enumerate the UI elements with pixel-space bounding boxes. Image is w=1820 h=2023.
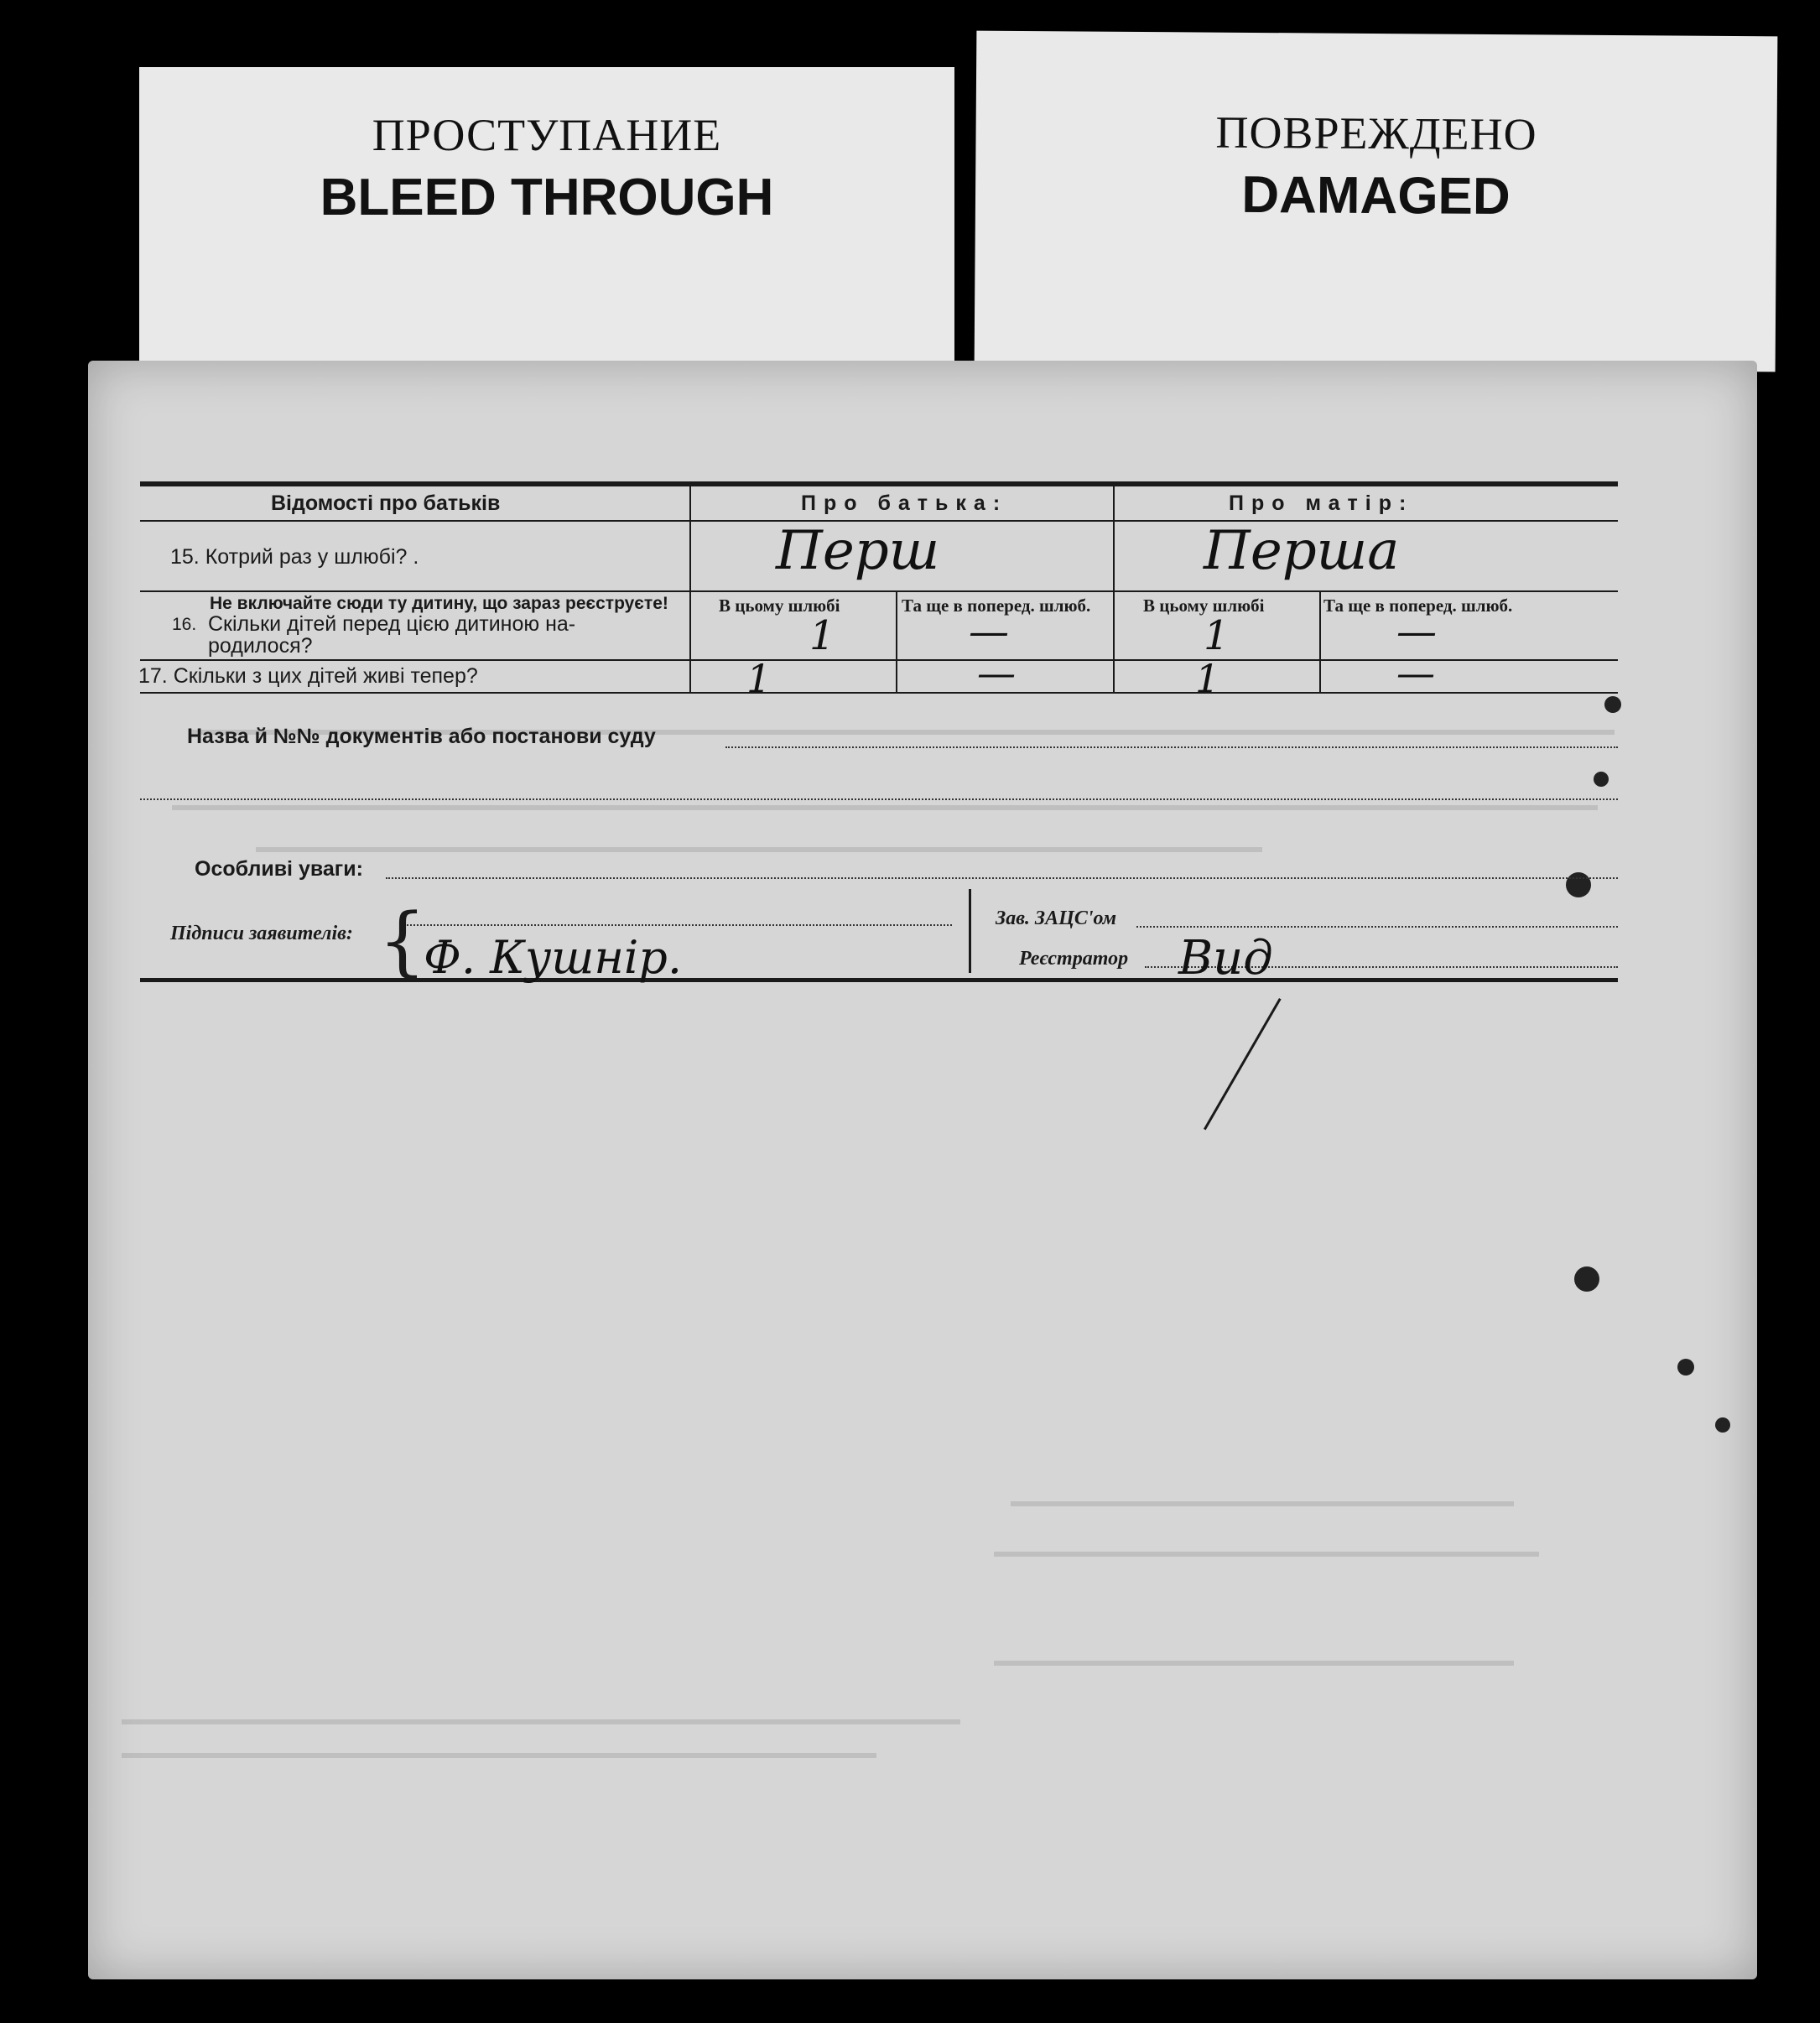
bottom-rule — [140, 978, 1618, 982]
documents-line-2 — [140, 798, 1618, 800]
bleed-mark — [1011, 1501, 1514, 1506]
damaged-card — [975, 31, 1778, 372]
signature-divider — [969, 889, 971, 973]
remarks-line — [386, 877, 1618, 879]
father-children-this: 1 — [809, 612, 835, 659]
bleed-mark — [994, 1661, 1514, 1666]
bleed-through-card — [139, 67, 954, 369]
bleed-through-label-en: BLEED THROUGH — [320, 169, 774, 226]
column-divider — [1319, 590, 1321, 693]
document-page — [88, 361, 1757, 1979]
punch-hole — [1677, 1359, 1694, 1376]
remarks-label: Особливі уваги: — [195, 857, 363, 881]
bleed-mark — [256, 847, 1262, 852]
mother-prev-marriage-header: Та ще в поперед. шлюб. — [1323, 595, 1513, 616]
father-children-prev: — — [969, 608, 1009, 655]
father-this-marriage-header: В цьому шлюбі — [719, 595, 840, 616]
mother-living-prev: — — [1396, 650, 1435, 695]
damaged-label-en: DAMAGED — [1241, 165, 1511, 226]
question-15: 15. Котрий раз у шлюбі? . — [170, 545, 419, 569]
signatures-brace: { — [378, 897, 427, 985]
question-17: 17. Скільки з цих дітей живі тепер? — [138, 664, 478, 688]
section-title: Відомості про батьків — [271, 491, 501, 515]
row-rule-15 — [140, 590, 1618, 592]
applicant-signature: Ф. Кушнір. — [424, 931, 682, 984]
bleed-through-label-ru: ПРОСТУПАНИЕ — [372, 110, 722, 160]
mother-children-prev: — — [1396, 608, 1437, 655]
registrar-signature: Вид — [1178, 931, 1273, 985]
column-divider — [689, 486, 691, 693]
punch-hole — [1604, 696, 1621, 713]
mother-column-header: Про матір: — [1229, 491, 1414, 515]
registrar-label: Реєстратор — [1019, 948, 1129, 970]
father-marriage-count: Перш — [776, 520, 940, 582]
father-living-prev: — — [977, 650, 1016, 695]
mother-marriage-count: Перша — [1204, 520, 1400, 582]
head-label: Зав. ЗАЦС'ом — [996, 907, 1117, 929]
column-divider — [1113, 486, 1115, 693]
documents-label: Назва й №№ документів або постанови суду — [187, 725, 656, 748]
father-prev-marriage-header: Та ще в поперед. шлюб. — [902, 595, 1091, 616]
mother-children-this: 1 — [1204, 612, 1230, 659]
signatures-label: Підписи заявителів: — [170, 923, 353, 944]
bleed-mark — [122, 1719, 960, 1724]
documents-line — [725, 746, 1618, 748]
exclusion-note: Не включайте сюди ту дитину, що зараз реєструєте! — [210, 594, 668, 613]
damaged-label-ru: ПОВРЕЖДЕНО — [1215, 107, 1537, 160]
punch-hole — [1594, 772, 1609, 787]
father-column-header: Про батька: — [801, 491, 1008, 515]
mother-living-this: 1 — [1195, 656, 1220, 701]
question-16-line2: родилося? — [208, 634, 313, 658]
punch-hole — [1574, 1266, 1599, 1292]
punch-hole — [1715, 1417, 1730, 1433]
bleed-mark — [994, 1552, 1539, 1557]
head-line — [1136, 926, 1618, 928]
bleed-mark — [122, 1753, 876, 1758]
punch-hole — [1566, 872, 1591, 897]
question-16-line1: Скільки дітей перед цією дитиною на- — [208, 612, 576, 636]
top-rule — [140, 481, 1618, 486]
question-16-number: 16. — [172, 615, 197, 634]
registrar-signature-stroke — [1204, 998, 1282, 1130]
signature-line-1 — [407, 924, 952, 926]
column-divider — [896, 590, 897, 693]
father-living-this: 1 — [746, 656, 772, 701]
bleed-mark — [172, 805, 1598, 810]
mother-this-marriage-header: В цьому шлюбі — [1143, 595, 1265, 616]
